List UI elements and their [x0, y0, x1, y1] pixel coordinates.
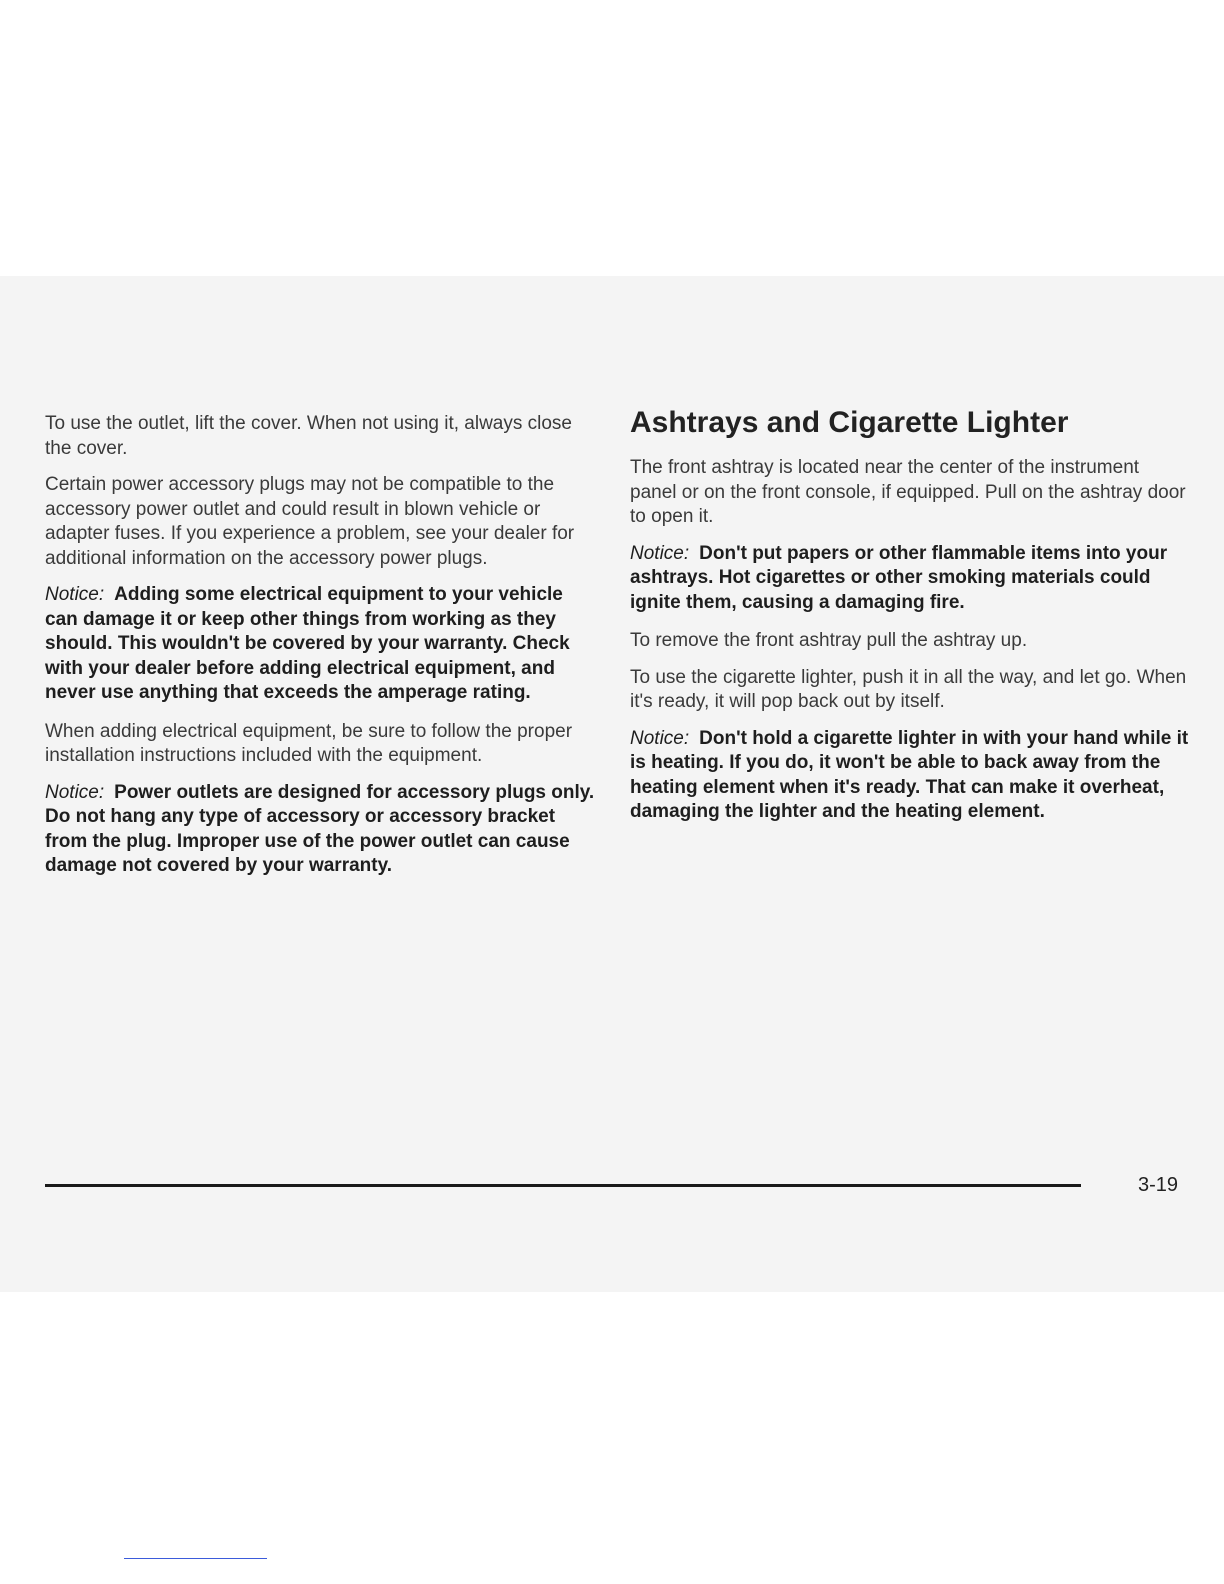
installation-instructions-paragraph: When adding electrical equipment, be sure to follow the proper installation instructions included with the equipment.: [45, 720, 573, 766]
remove-ashtray-paragraph: To remove the front ashtray pull the ashtray up.: [630, 630, 1028, 651]
notice-label: Notice:: [45, 584, 105, 605]
right-column: [630, 406, 1190, 839]
notice-power-outlets: [45, 781, 600, 879]
outlet-cover-paragraph: To use the outlet, lift the cover. When not using it, always close the cover.: [45, 413, 572, 459]
section-heading: Ashtrays and Cigarette Lighter: [630, 406, 1069, 439]
page-number: 3-19: [1138, 1174, 1179, 1196]
notice-text: Don't put papers or other flammable items into your ashtrays. Hot cigarettes or other smoking materials could ignite them, causing a damaging fire.: [630, 542, 1168, 613]
footer-rule: [45, 1184, 1081, 1187]
notice-cigarette-lighter: [630, 727, 1190, 825]
notice-label: Notice:: [630, 542, 690, 564]
left-column: [45, 412, 600, 893]
notice-text: Don't hold a cigarette lighter in with your hand while it is heating. If you do, it won't be able to back away from the heating element when it's ready. That can make it overheat, damaging the lighter and the heating element.: [630, 727, 1189, 822]
notice-label: Notice:: [45, 781, 105, 803]
notice-text: Power outlets are designed for accessory plugs only. Do not hang any type of accessory or accessory bracket from the plug. Improper use of the power outlet can cause damage not covered by your warranty.: [45, 781, 595, 876]
ashtray-location-paragraph: The front ashtray is located near the center of the instrument panel or on the front console, if equipped. Pull on the ashtray door to open it.: [630, 457, 1186, 527]
notice-electrical-equipment: [45, 583, 600, 706]
link-underline[interactable]: [124, 1558, 267, 1559]
notice-text: Adding some electrical equipment to your vehicle can damage it or keep other things from working as they should. This wouldn't be covered by your warranty. Check with your dealer before adding electrical equipment, and never use anything that exceeds the amperage rating.: [45, 584, 570, 703]
cigarette-lighter-paragraph: To use the cigarette lighter, push it in all the way, and let go. When it's ready, it will pop back out by itself.: [630, 666, 1187, 712]
notice-ashtray-flammable: [630, 542, 1190, 616]
accessory-plugs-paragraph: Certain power accessory plugs may not be compatible to the accessory power outlet and could result in blown vehicle or adapter fuses. If you experience a problem, see your dealer for additional information on the accessory power plugs.: [45, 474, 575, 569]
notice-label: Notice:: [630, 727, 690, 749]
